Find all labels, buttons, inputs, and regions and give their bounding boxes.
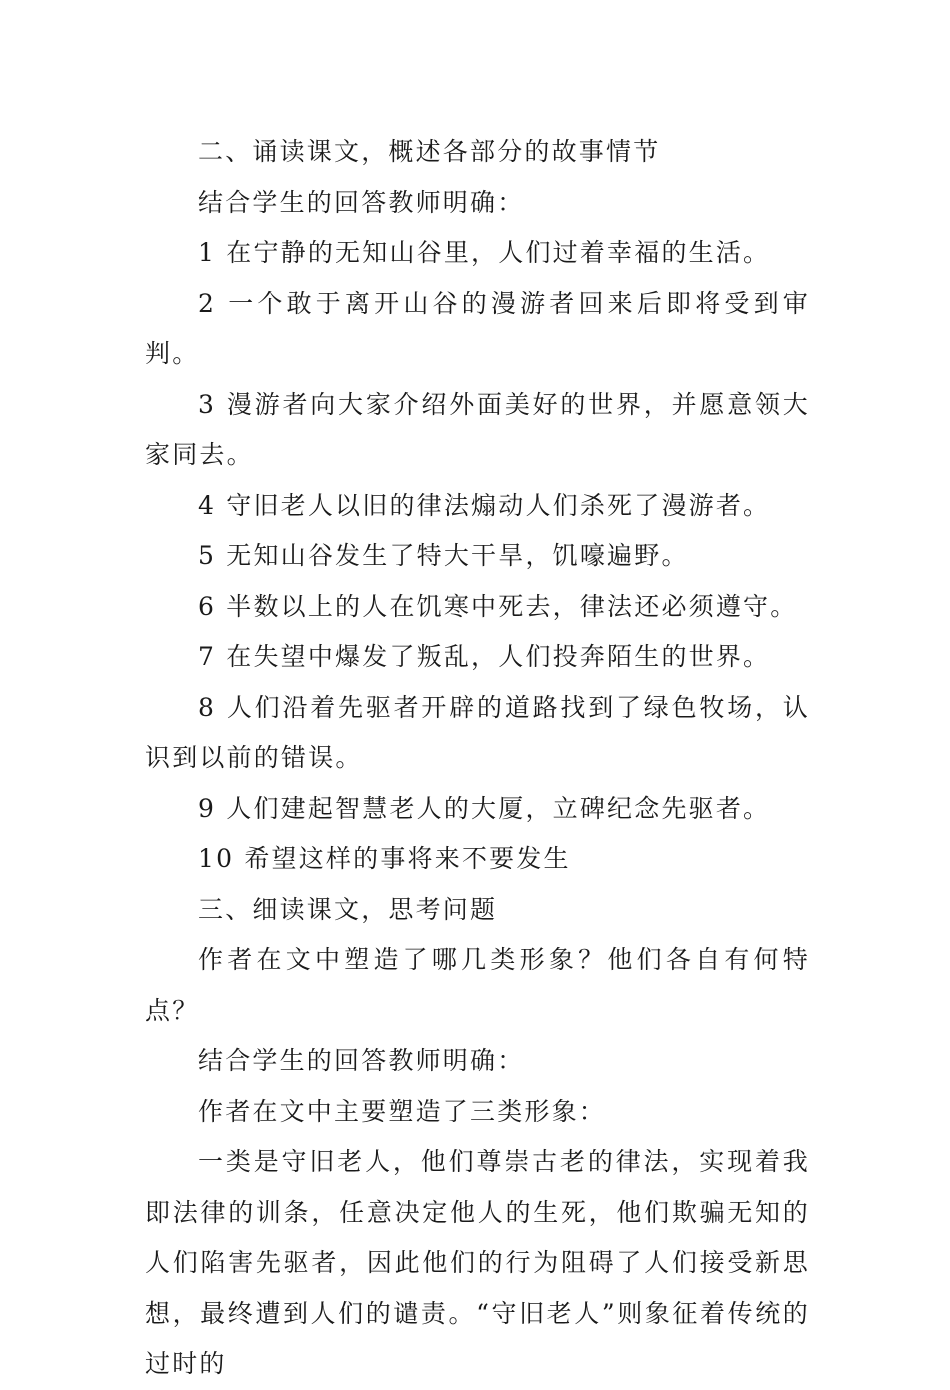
paragraph: 作者在文中塑造了哪几类形象？他们各自有何特点？	[145, 945, 810, 1025]
list-item: 6 半数以上的人在饥寒中死去，律法还必须遵守。	[198, 591, 798, 621]
list-item: 1 在宁静的无知山谷里，人们过着幸福的生活。	[198, 238, 771, 267]
section-heading: 二、诵读课文，概述各部分的故事情节	[198, 137, 661, 166]
document-body	[145, 127, 810, 1390]
list-item: 7 在失望中爆发了叛乱，人们投奔陌生的世界。	[198, 642, 771, 671]
list-item: 10 希望这样的事将来不要发生	[198, 844, 571, 873]
list-item: 3 漫游者向大家介绍外面美好的世界，并愿意领大家同去。	[145, 389, 810, 469]
paragraph: 作者在文中主要塑造了三类形象：	[198, 1096, 607, 1126]
paragraph: 一类是守旧老人，他们尊崇古老的律法，实现着我即法律的训条，任意决定他人的生死，他们欺骗无知的人们陷害先驱者，因此他们的行为阻碍了人们接受新思想，最终遭到人们的谴责。“守旧老人”则象征着传统的过时的	[145, 1147, 810, 1378]
paragraph: 结合学生的回答教师明确：	[198, 1046, 525, 1075]
section-heading: 三、细读课文，思考问题	[198, 894, 498, 924]
list-item: 2 一个敢于离开山谷的漫游者回来后即将受到审判。	[145, 288, 810, 368]
paragraph: 结合学生的回答教师明确：	[198, 187, 525, 217]
list-item: 5 无知山谷发生了特大干旱，饥嚎遍野。	[198, 541, 689, 570]
list-item: 8 人们沿着先驱者开辟的道路找到了绿色牧场，认识到以前的错误。	[145, 692, 810, 772]
list-item: 4 守旧老人以旧的律法煽动人们杀死了漫游者。	[198, 490, 771, 520]
list-item: 9 人们建起智慧老人的大厦，立碑纪念先驱者。	[198, 793, 771, 823]
